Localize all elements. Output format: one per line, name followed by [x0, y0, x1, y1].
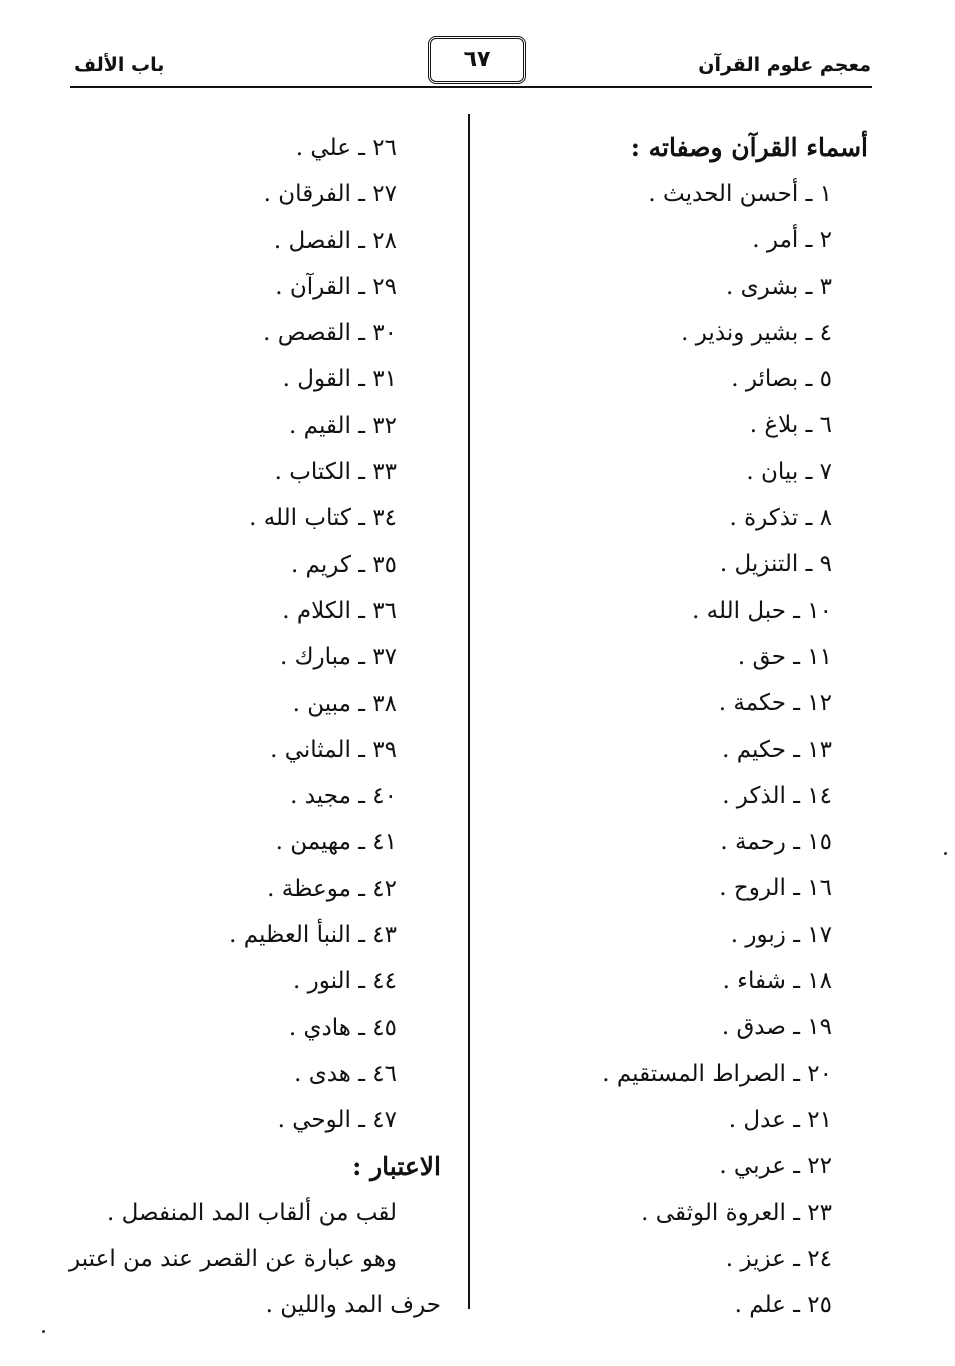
list-item: ٣٣ ـ الكتاب .: [274, 459, 397, 486]
list-item: ٨ ـ تذكرة .: [729, 505, 832, 532]
list-item: ٢٤ ـ عزيز .: [725, 1245, 832, 1272]
column-divider: [468, 114, 470, 1309]
list-item: ١ ـ أحسن الحديث .: [648, 181, 832, 207]
list-item: ٣٨ ـ مبين .: [292, 690, 397, 717]
list-item: ٣٤ ـ كتاب الله .: [249, 505, 397, 532]
list-item: ١٠ ـ حبل الله .: [692, 597, 832, 624]
list-item: ٣٢ ـ القيم .: [289, 412, 397, 439]
list-item: ٤٠ ـ مجيد .: [290, 783, 397, 810]
list-item: ٢٧ ـ الفرقان .: [263, 181, 397, 208]
section-title: أسماء القرآن وصفاته :: [630, 133, 868, 162]
list-item: ٢٨ ـ الفصل .: [273, 227, 397, 254]
list-item: ٣٥ ـ كريم .: [290, 551, 397, 578]
list-item: ١٢ ـ حكمة .: [718, 690, 832, 717]
list-item: ٤٣ ـ النبأ العظيم .: [229, 922, 397, 949]
page-number: ٦٧: [428, 36, 526, 84]
list-item: ٤ ـ بشير ونذير .: [681, 319, 832, 346]
list-item: ٢١ ـ عدل .: [728, 1106, 832, 1133]
list-item: ٢٠ ـ الصراط المستقيم .: [602, 1060, 832, 1087]
speck: [944, 852, 947, 855]
list-item: ٩ ـ التنزيل .: [719, 551, 832, 578]
list-item: ١٧ ـ زبور .: [730, 921, 832, 948]
list-item: ٢٦ ـ علي .: [295, 135, 397, 161]
list-item: ١٩ ـ صدق .: [721, 1014, 832, 1041]
list-item: ٢ ـ أمر .: [752, 227, 832, 254]
list-item: ٧ ـ بيان .: [746, 458, 832, 485]
list-item: ١٦ ـ الروح .: [719, 875, 832, 902]
list-item: ٢٥ ـ علم .: [734, 1292, 832, 1319]
header-rule: [70, 86, 872, 88]
list-item: ٤٦ ـ هدى .: [294, 1060, 397, 1087]
speck: [42, 1330, 45, 1333]
list-item: ٢٩ ـ القرآن .: [275, 273, 397, 300]
left-column: [57, 125, 441, 1329]
list-item: ٣٧ ـ مبارك .: [279, 644, 397, 671]
list-item: ٦ ـ بلاغ .: [749, 412, 832, 439]
list-item: ٤٧ ـ الوحي .: [277, 1107, 397, 1134]
entry-line: حرف المد واللين .: [265, 1292, 441, 1319]
list-item: ١٣ ـ حكيم .: [722, 736, 832, 763]
list-item: ٢٢ ـ عربي .: [719, 1153, 832, 1180]
entry-heading: الاعتبار :: [352, 1151, 441, 1181]
list-item: ١٤ ـ الذكر .: [722, 782, 832, 809]
list-item: ١٨ ـ شفاء .: [722, 968, 832, 995]
right-column: [518, 125, 868, 1328]
list-item: ٣١ ـ القول .: [282, 366, 397, 393]
list-item: ٥ ـ بصائر .: [731, 366, 832, 393]
list-item: ٢٣ ـ العروة الوثقى .: [641, 1199, 832, 1226]
list-item: ٤٤ ـ النور .: [292, 968, 397, 995]
list-item: ٣ ـ بشرى .: [726, 273, 832, 300]
entry-line: لقب من ألقاب المد المنفصل .: [106, 1199, 397, 1226]
list-item: ١٥ ـ رحمة .: [720, 829, 832, 856]
chapter-title: باب الألف: [74, 54, 165, 76]
list-item: ٣٦ ـ الكلام .: [282, 597, 397, 624]
list-item: ٣٠ ـ القصص .: [263, 320, 397, 347]
list-item: ٤١ ـ مهيمن .: [275, 829, 397, 856]
list-item: ٤٢ ـ موعظة .: [267, 875, 397, 902]
book-title: معجم علوم القرآن: [698, 54, 871, 76]
entry-line: وهو عبارة عن القصر عند من اعتبر: [69, 1246, 397, 1273]
list-item: ٤٥ ـ هادي .: [288, 1014, 397, 1041]
list-item: ١١ ـ حق .: [737, 643, 832, 670]
list-item: ٣٩ ـ المثاني .: [270, 736, 397, 763]
